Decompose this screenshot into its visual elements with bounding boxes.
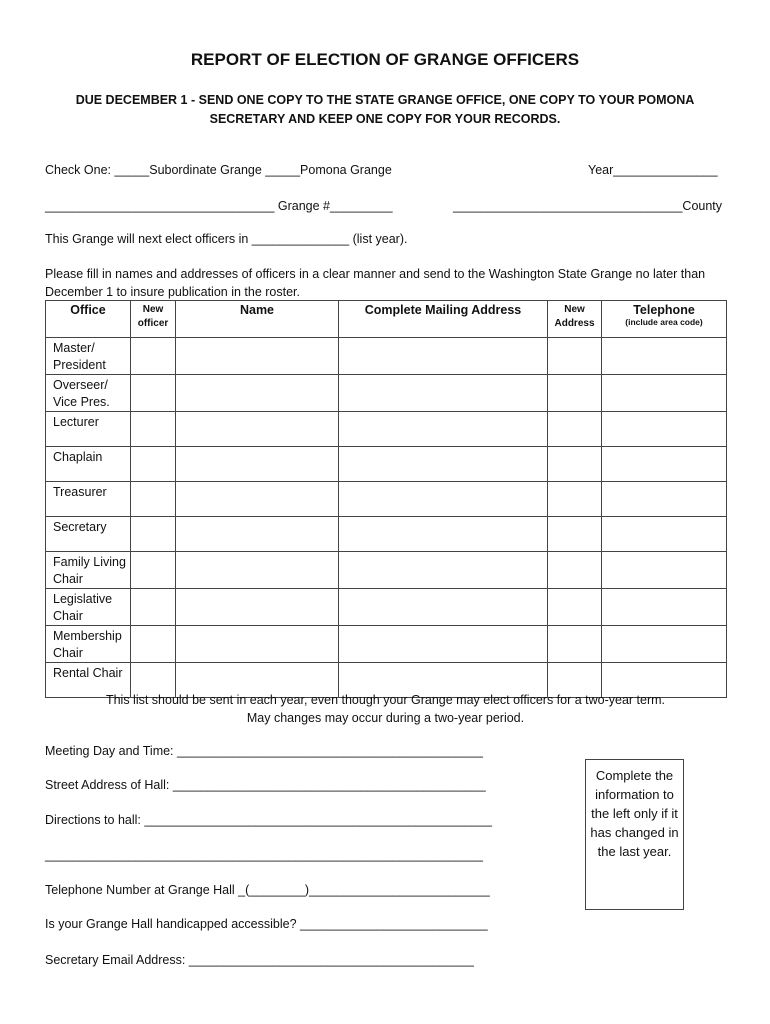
hall-telephone-field[interactable]: Telephone Number at Grange Hall _(________)__________________________ (45, 883, 490, 897)
table-row (46, 589, 727, 626)
meeting-field[interactable]: Meeting Day and Time: ____________________________________________ (45, 744, 483, 758)
table-row (46, 447, 727, 482)
header-address: Complete Mailing Address (339, 301, 548, 338)
check-one-field[interactable]: Check One: _____Subordinate Grange _____Pomona Grange (45, 163, 392, 177)
secretary-email-field[interactable]: Secretary Email Address: _________________________________________ (45, 953, 474, 967)
new-officer-cell[interactable] (131, 447, 176, 482)
changed-info-box: Complete the information to the left only if it has changed in the last year. (585, 759, 684, 910)
new-address-cell[interactable] (548, 482, 602, 517)
new-officer-cell[interactable] (131, 589, 176, 626)
address-cell[interactable] (339, 589, 548, 626)
street-address-field[interactable]: Street Address of Hall: _____________________________________________ (45, 778, 486, 792)
header-new-address: New Address (548, 301, 602, 338)
telephone-cell[interactable] (602, 552, 727, 589)
office-cell: Master/ President (46, 338, 131, 375)
table-row (46, 626, 727, 663)
telephone-cell[interactable] (602, 338, 727, 375)
new-address-cell[interactable] (548, 412, 602, 447)
telephone-cell[interactable] (602, 589, 727, 626)
accessible-field[interactable]: Is your Grange Hall handicapped accessible? ___________________________ (45, 917, 488, 931)
office-cell: Treasurer (46, 482, 131, 517)
header-telephone-note: (include area code) (625, 317, 703, 327)
table-row (46, 482, 727, 517)
address-cell[interactable] (339, 626, 548, 663)
table-row (46, 552, 727, 589)
new-address-cell[interactable] (548, 589, 602, 626)
new-address-cell[interactable] (548, 375, 602, 412)
new-address-cell[interactable] (548, 447, 602, 482)
name-cell[interactable] (176, 626, 339, 663)
office-cell: Legislative Chair (46, 589, 131, 626)
term-note-line-1: This list should be sent in each year, even though your Grange may elect officers for a two-year term. (105, 693, 666, 707)
directions-field[interactable]: Directions to hall: __________________________________________________ (45, 813, 492, 827)
name-cell[interactable] (176, 589, 339, 626)
address-cell[interactable] (339, 517, 548, 552)
directions-continuation-field[interactable]: _______________________________________________________________ (45, 848, 483, 862)
office-cell: Rental Chair (46, 663, 131, 698)
office-cell: Chaplain (46, 447, 131, 482)
county-field[interactable]: _________________________________County (453, 199, 723, 213)
name-cell[interactable] (176, 552, 339, 589)
next-elect-field[interactable]: This Grange will next elect officers in ______________ (list year). (45, 232, 408, 246)
header-telephone-label: Telephone (633, 303, 695, 317)
name-cell[interactable] (176, 375, 339, 412)
address-cell[interactable] (339, 338, 548, 375)
header-office: Office (46, 301, 131, 338)
instructions-text: Please fill in names and addresses of officers in a clear manner and send to the Washington State Grange no later than December 1 to insure publication in the roster. (45, 267, 706, 299)
telephone-cell[interactable] (602, 517, 727, 552)
telephone-cell[interactable] (602, 375, 727, 412)
new-officer-cell[interactable] (131, 626, 176, 663)
header-telephone (602, 301, 727, 338)
new-officer-cell[interactable] (131, 552, 176, 589)
table-row (46, 375, 727, 412)
form-title: REPORT OF ELECTION OF GRANGE OFFICERS (190, 50, 580, 69)
address-cell[interactable] (339, 412, 548, 447)
office-cell: Lecturer (46, 412, 131, 447)
term-note (45, 691, 726, 727)
new-address-cell[interactable] (548, 552, 602, 589)
name-cell[interactable] (176, 338, 339, 375)
name-cell[interactable] (176, 482, 339, 517)
form-subtitle: DUE DECEMBER 1 - SEND ONE COPY TO THE STATE GRANGE OFFICE, ONE COPY TO YOUR POMONA SECRETARY AND KEEP ONE COPY FOR YOUR RECORDS. (75, 93, 695, 126)
header-new-officer: New officer (131, 301, 176, 338)
table-row (46, 517, 727, 552)
address-cell[interactable] (339, 552, 548, 589)
office-cell: Membership Chair (46, 626, 131, 663)
new-officer-cell[interactable] (131, 412, 176, 447)
telephone-cell[interactable] (602, 412, 727, 447)
term-note-line-2: May changes may occur during a two-year period. (246, 711, 525, 725)
name-cell[interactable] (176, 412, 339, 447)
new-officer-cell[interactable] (131, 517, 176, 552)
address-cell[interactable] (339, 482, 548, 517)
name-cell[interactable] (176, 447, 339, 482)
new-officer-cell[interactable] (131, 338, 176, 375)
address-cell[interactable] (339, 447, 548, 482)
office-cell: Secretary (46, 517, 131, 552)
office-cell: Family Living Chair (46, 552, 131, 589)
telephone-cell[interactable] (602, 447, 727, 482)
new-officer-cell[interactable] (131, 375, 176, 412)
telephone-cell[interactable] (602, 482, 727, 517)
header-name: Name (176, 301, 339, 338)
new-officer-cell[interactable] (131, 482, 176, 517)
new-address-cell[interactable] (548, 517, 602, 552)
officers-table (45, 300, 727, 698)
table-row (46, 338, 727, 375)
new-address-cell[interactable] (548, 338, 602, 375)
grange-name-field[interactable]: _________________________________ Grange #_________ (45, 199, 393, 213)
new-address-cell[interactable] (548, 626, 602, 663)
address-cell[interactable] (339, 375, 548, 412)
table-row (46, 412, 727, 447)
name-cell[interactable] (176, 517, 339, 552)
year-field[interactable]: Year_______________ (588, 163, 718, 177)
office-cell: Overseer/ Vice Pres. (46, 375, 131, 412)
telephone-cell[interactable] (602, 626, 727, 663)
